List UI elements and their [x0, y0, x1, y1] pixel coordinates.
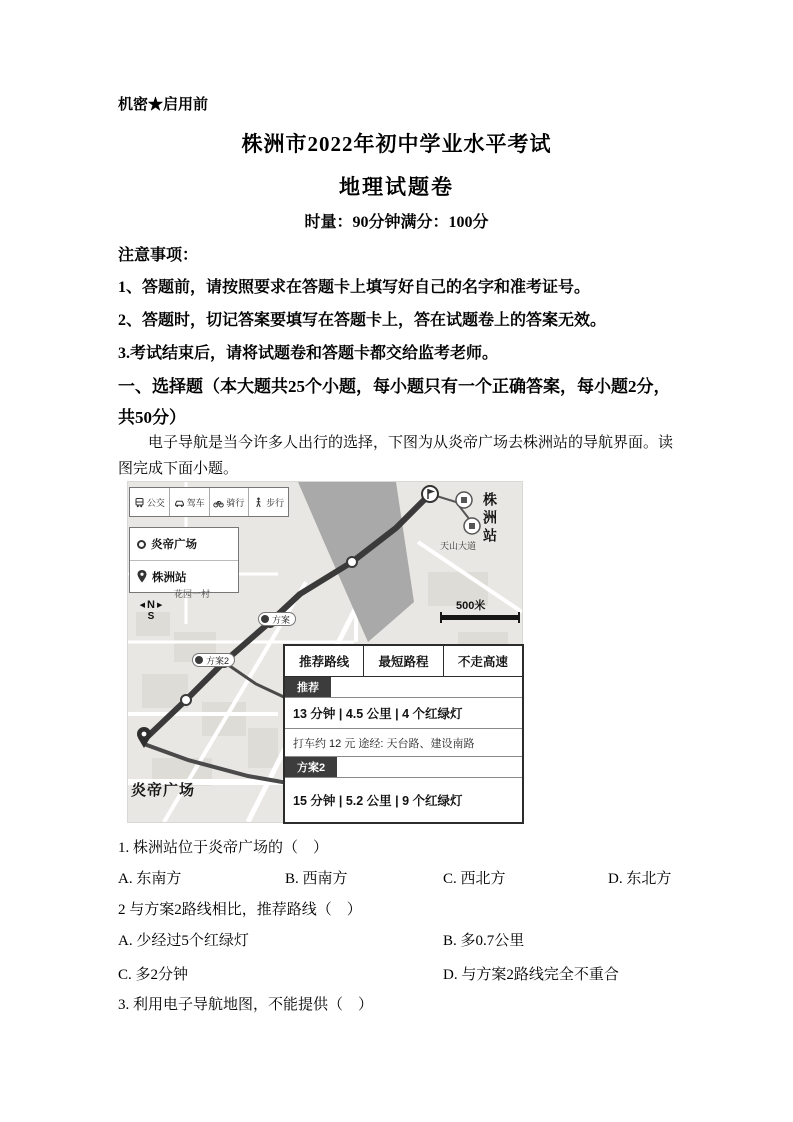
q1-option-d: D. 东北方	[608, 871, 672, 887]
transport-mode-bar	[129, 487, 289, 517]
origin-row	[130, 528, 238, 560]
q1-option-b: B. 西南方	[285, 871, 348, 887]
q1-option-c: C. 西北方	[443, 871, 506, 887]
exam-subject-title: 地理试题卷	[339, 175, 454, 199]
q2-option-a: A. 少经过5个红绿灯	[118, 933, 249, 949]
scale-bar	[440, 615, 520, 620]
question-2-stem: 2 与方案2路线相比，推荐路线（ ）	[118, 902, 362, 918]
question-3-stem: 3. 利用电子导航地图，不能提供（ ）	[118, 997, 374, 1013]
recommended-badge-row	[285, 677, 522, 698]
compass-west-arrow-icon: ◀	[139, 602, 146, 609]
plan2-badge: 方案2	[285, 757, 337, 777]
duration-and-score: 时量：90分钟满分：100分	[304, 214, 489, 231]
mode-bike-label: 骑行	[226, 497, 245, 508]
scale-label: 500米	[456, 600, 486, 612]
section-one-intro: 电子导航是当今许多人出行的选择，下图为从炎帝广场去株洲站的导航界面。读图完成下面小题。	[118, 435, 674, 478]
notices-heading: 注意事项：	[118, 247, 199, 264]
route-options-panel	[283, 644, 524, 824]
plan2-badge-row	[285, 757, 522, 778]
mode-walk	[248, 488, 288, 516]
q2-option-d: D. 与方案2路线完全不重合	[443, 967, 619, 983]
car-icon	[174, 497, 185, 508]
mode-bus	[130, 488, 169, 516]
confidential-notice: 机密★启用前	[118, 97, 209, 113]
route-pill-label: 方案2	[206, 655, 230, 666]
walk-icon	[253, 497, 264, 508]
q2-option-b: B. 多0.7公里	[443, 933, 525, 949]
route-pill-dot-icon	[261, 615, 269, 623]
mode-bus-label: 公交	[146, 497, 165, 508]
origin-dot-icon	[137, 540, 146, 549]
tab-avoid-highway: 不走高速	[443, 646, 522, 676]
recommended-detail: 打车约 12 元 途经: 天台路、建设南路	[285, 729, 522, 757]
map-scale	[440, 597, 520, 620]
origin-name: 炎帝广场	[151, 539, 197, 551]
section-one-heading: 一、选择题（本大题共25个小题，每小题只有一个正确答案，每小题2分，共50分）	[118, 377, 671, 428]
origin-area-label: 炎帝广场	[131, 782, 196, 799]
route-pill-plan	[258, 612, 296, 626]
station-name-label: 株洲站	[482, 492, 498, 546]
notice-item-2: 2、答题时，切记答案要填写在答题卡上，答在试题卷上的答案无效。	[118, 312, 607, 329]
tab-recommended-route: 推荐路线	[299, 655, 350, 669]
road-label-tianshan: 天山大道	[440, 541, 477, 551]
bike-icon	[213, 497, 224, 508]
q1-option-a: A. 东南方	[118, 871, 182, 887]
route-tabs	[285, 646, 522, 677]
route-pill-dot-icon	[195, 656, 203, 664]
recommended-badge: 推荐	[285, 677, 331, 697]
destination-marker	[422, 486, 438, 502]
route-endpoints-box	[129, 527, 239, 593]
plan2-stats: 15 分钟 | 5.2 公里 | 9 个红绿灯	[293, 794, 463, 808]
tab-shortest-distance: 最短路程	[363, 646, 442, 676]
exam-title: 株洲市2022年初中学业水平考试	[241, 132, 552, 156]
bus-icon	[134, 497, 145, 508]
compass	[133, 599, 169, 622]
destination-pin-icon	[137, 570, 147, 583]
compass-north-label: N	[147, 599, 155, 611]
question-1-stem: 1. 株洲站位于炎帝广场的（ ）	[118, 840, 329, 856]
mode-walk-label: 步行	[266, 497, 285, 508]
navigation-map-figure	[127, 481, 523, 823]
route-pill-plan2	[192, 653, 235, 667]
street-label-huayuan: 花园一村	[174, 589, 211, 599]
question-2-options	[118, 929, 678, 984]
mode-car	[169, 488, 209, 516]
mode-bike	[209, 488, 249, 516]
compass-east-arrow-icon: ▶	[156, 602, 163, 609]
notice-item-1: 1、答题前，请按照要求在答题卡上填写好自己的名字和准考证号。	[118, 279, 591, 296]
mode-car-label: 驾车	[186, 497, 205, 508]
notice-item-3: 3.考试结束后，请将试题卷和答题卡都交给监考老师。	[118, 345, 499, 362]
compass-south-label: S	[147, 611, 155, 622]
recommended-stats: 13 分钟 | 4.5 公里 | 4 个红绿灯	[285, 698, 522, 729]
question-1-options	[118, 867, 678, 888]
q2-option-c: C. 多2分钟	[118, 967, 189, 983]
destination-name: 株洲站	[152, 571, 187, 584]
route-pill-label: 方案	[272, 614, 291, 625]
